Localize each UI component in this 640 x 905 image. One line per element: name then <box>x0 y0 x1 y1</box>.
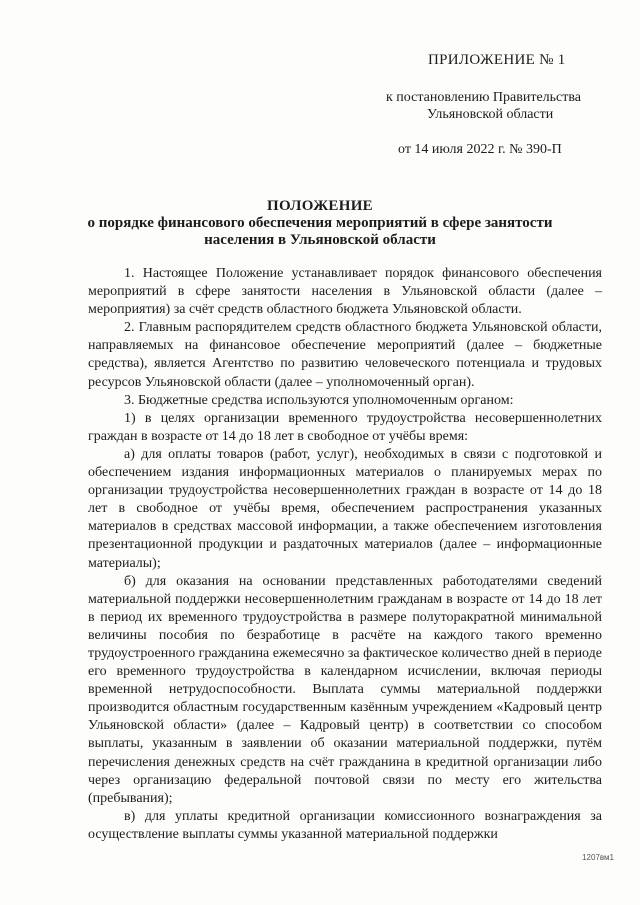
appendix-label: ПРИЛОЖЕНИЕ № 1 <box>428 52 566 68</box>
paragraph-3-1: 1) в целях организации временного трудоустройства несовершеннолетних граждан в возрасте от 14 до 18 лет в свободное от учёбы время: <box>88 410 602 444</box>
paragraph-2: 2. Главным распорядителем средств областного бюджета Ульяновской области, направляемых на финансовое обеспечение мероприятий (далее – бюджетные средства), является Агентство по развитию человеческого потенциала и трудовых ресурсов Ульяновской области (далее – уполномоченный орган). <box>88 320 602 390</box>
paragraph-3-1-a: а) для оплаты товаров (работ, услуг), необходимых в связи с подготовкой и обеспечением издания информационных материалов о планируемых мерах по организации трудоустройства несовершеннолетних граждан в возрасте от 14 до 18 лет в свободное от учёбы время, обеспечением распространения указанных материалов в средствах массовой информации, а также обеспечением изготовления презентационной продукции и раздаточных материалов (далее – информационные материалы); <box>88 446 602 571</box>
document-subtitle-line-2: населения в Ульяновской области <box>204 232 436 248</box>
document-body <box>88 265 602 844</box>
paragraph-3-1-b: б) для оказания на основании представленных работодателями сведений материальной поддержки несовершеннолетним гражданам в возрасте от 14 до 18 лет в период их временного трудоустройства в размере полуторакратной минимальной величины пособия по безработице в расчёте на каждого такого временно трудоустроенного гражданина ежемесячно за фактическое количество дней в периоде его временного трудоустройства в календарном исчислении, включая периоды временной нетрудоспособности. Выплата суммы материальной поддержки производится областным государственным казённым учреждением «Кадровый центр Ульяновской области» (далее – Кадровый центр) в соответствии со способом выплаты, указанным в заявлении об оказании материальной поддержки, путём перечисления денежных средств на счёт гражданина в кредитной организации либо через организацию федеральной почтовой связи по месту его жительства (пребывания); <box>88 573 602 806</box>
reference-line-1: к постановлению Правительства <box>386 90 582 105</box>
document-title: ПОЛОЖЕНИЕ <box>267 198 373 214</box>
paragraph-1: 1. Настоящее Положение устанавливает порядок финансового обеспечения мероприятий в сфере занятости населения в Ульяновской области (далее – мероприятия) за счёт средств областного бюджета Ульяновской области. <box>88 266 602 318</box>
document-subtitle-line-1: о порядке финансового обеспечения мероприятий в сфере занятости <box>87 215 553 231</box>
footer-code: 1207вм1 <box>582 853 614 862</box>
reference-line-2: Ульяновской области <box>427 107 554 122</box>
resolution-date: от 14 июля 2022 г. № 390-П <box>398 142 562 157</box>
paragraph-3: 3. Бюджетные средства используются уполномоченным органом: <box>124 392 514 408</box>
paragraph-3-1-v: в) для уплаты кредитной организации комиссионного вознаграждения за осуществление выплаты суммы указанной материальной поддержки <box>88 808 602 842</box>
